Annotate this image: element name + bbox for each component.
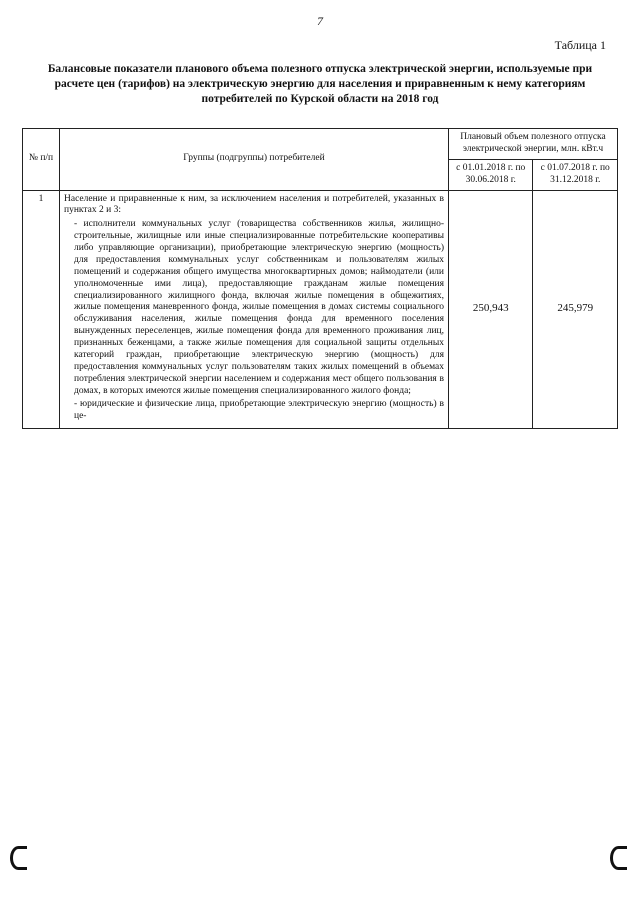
header-group: Группы (подгруппы) потребителей: [60, 129, 449, 191]
group-item: - исполнители коммунальных услуг (товарищества собственников жилья, жилищно-строительные, жилищные или иные специализированные потребительские кооперативы либо управляющие организации), приобретающие электрическую энергию (мощность) для предоставления коммунальных услуг собственникам и пользователям жилых помещений и содержания общего имущества многоквартирных домов; наймодатели (или уполномоченные ими лица), предоставляющие гражданам жилые помещения специализированного жилищного фонда, включая жилые помещения в общежитиях, жилые помещения маневренного фонда, жилые помещения в домах системы социального обслуживания населения, жилые помещения фонда для временного поселения вынужденных переселенцев, жилые помещения фонда для временного проживания лиц, признанных беженцами, а также жилые помещения для социальной защиты отдельных категорий граждан, приобретающие электрическую энергию (мощность) для предоставления коммунальных услуг пользователям таких жилых помещений в объемах потребления электрической энергии населением и содержания мест общего пользования в домах, в которых имеются жилые помещения специализированного жилого фонда;: [74, 219, 444, 397]
header-period-1: с 01.01.2018 г. по 30.06.2018 г.: [449, 159, 533, 190]
table-row: [23, 190, 618, 429]
scan-mark: [10, 846, 27, 870]
group-list: [64, 219, 444, 423]
page-number: 7: [317, 14, 323, 28]
document-title: Балансовые показатели планового объема полезного отпуска электрической энергии, используемые при расчете цен (тарифов) на электрическую энергию для населения и приравненным к нему категориям потребителей по Курской области на 2018 год: [47, 63, 593, 105]
row-group-description: [60, 190, 449, 429]
table-label: Таблица 1: [554, 38, 606, 52]
value-period-2: 245,979: [533, 190, 618, 429]
value-period-1: 250,943: [449, 190, 533, 429]
group-item: - юридические и физические лица, приобретающие электрическую энергию (мощность) в це-: [74, 399, 444, 423]
group-intro: Население и приравненные к ним, за исключением населения и потребителей, указанных в пунктах 2 и 3:: [64, 193, 444, 216]
row-number: 1: [23, 190, 60, 429]
header-num: № п/п: [23, 129, 60, 191]
header-volume: Плановый объем полезного отпуска электрической энергии, млн. кВт.ч: [449, 129, 618, 160]
scan-mark: [610, 846, 627, 870]
header-period-2: с 01.07.2018 г. по 31.12.2018 г.: [533, 159, 618, 190]
balance-table: [22, 128, 618, 429]
